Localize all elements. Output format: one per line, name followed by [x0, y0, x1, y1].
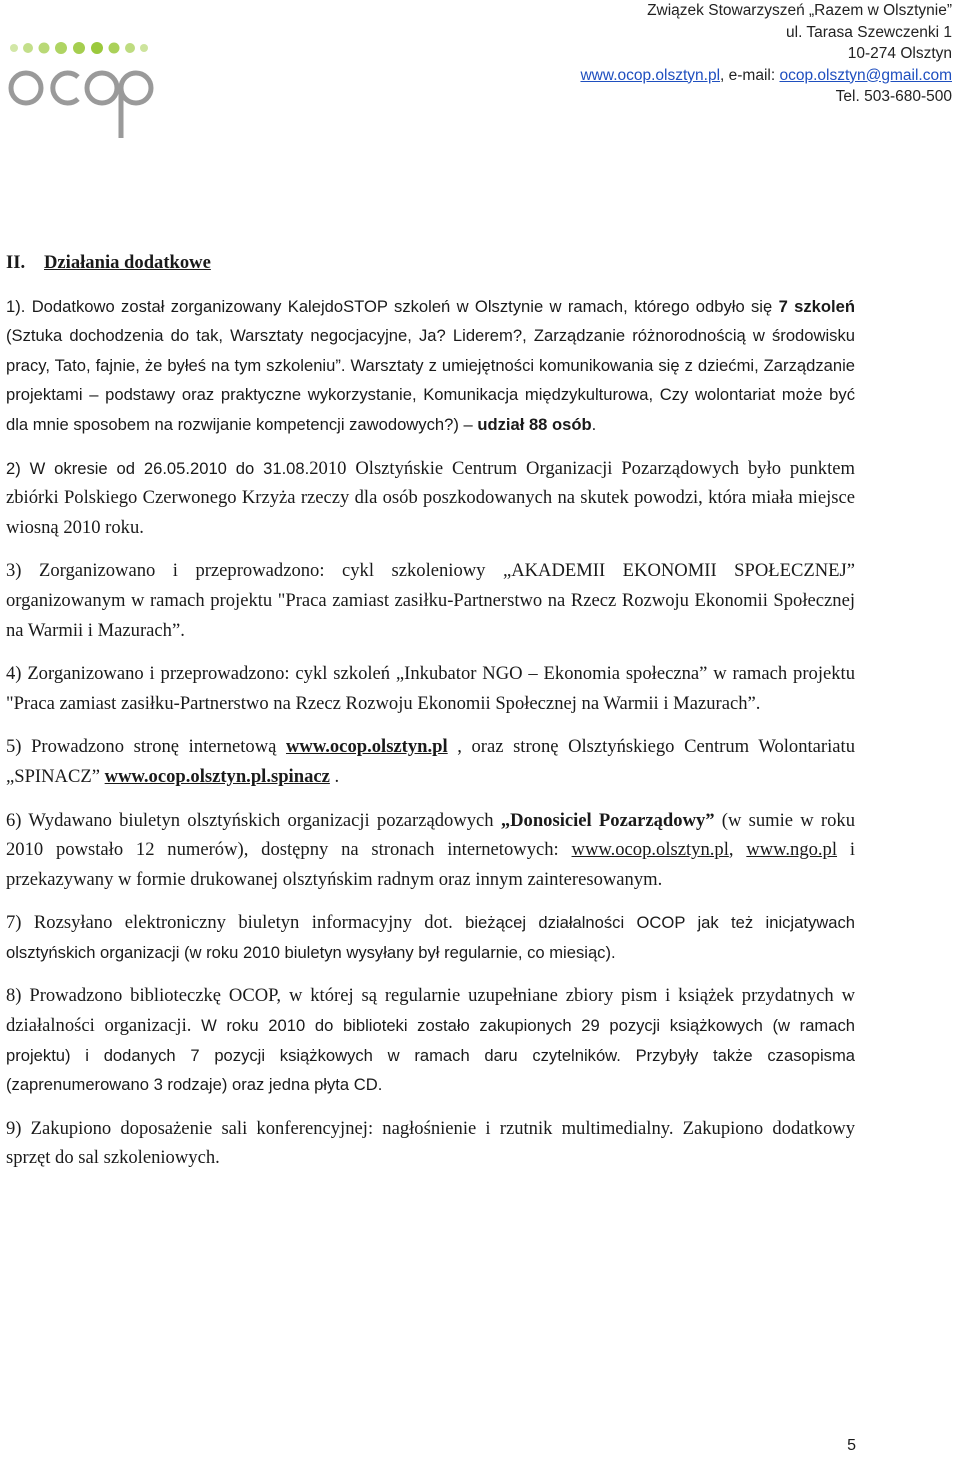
- header-contact: [580, 0, 952, 108]
- p1-bold-participants: udział 88 osób: [477, 414, 592, 434]
- ocop-bulletin-link[interactable]: www.ocop.olsztyn.pl: [571, 839, 729, 861]
- logo-dots: [10, 42, 148, 54]
- p2-text-a: 2) W okresie od 26.05.2010 do 31.08.: [6, 458, 310, 478]
- p8-text-a: 8) Prowadzono biblioteczkę OCOP, w której są regularnie uzupełniane zbiory pism i książek przydatnych w działalności organizacji.: [6, 985, 855, 1037]
- p5-text-a: 5) Prowadzono stronę internetową: [6, 736, 286, 758]
- paragraph-4: 4) Zorganizowano i przeprowadzono: cykl szkoleń „Inkubator NGO – Ekonomia społeczna” w ramach projektu "Praca zamiast zasiłku-Partnerstwo na Rzecz Rozwoju Ekonomii Społecznej na Warmii i Mazurach”.: [6, 663, 855, 714]
- paragraph-2: [6, 454, 855, 543]
- p6-text-e: i przekazywany w formie drukowanej olsztyńskim radnym oraz innym zainteresowanym.: [6, 839, 855, 890]
- p1-bold-trainings: 7 szkoleń: [778, 296, 855, 316]
- p7-text-b: bieżącej działalności OCOP jak też inicjatywach olsztyńskich organizacji (w roku 2010 biuletyn wysyłany był regularnie, co miesiąc).: [6, 913, 855, 962]
- org-web-email: [580, 65, 952, 87]
- section-title: Działania dodatkowe: [44, 252, 211, 273]
- section-number: II.: [6, 252, 26, 273]
- p7-text-a: 7) Rozsyłano elektroniczny biuletyn informacyjny dot.: [6, 912, 466, 934]
- p6-text-c: (w sumie w roku 2010 powstało 12 numerów), dostępny na stronach internetowych:: [6, 809, 855, 861]
- paragraph-3: 3) Zorganizowano i przeprowadzono: cykl szkoleniowy „AKADEMII EKONOMII SPOŁECZNEJ” organizowanym w ramach projektu "Praca zamiast zasiłku-Partnerstwo na Rzecz Rozwoju Ekonomii Społecznej na Warmii i Mazurach”.: [6, 560, 855, 641]
- paragraph-1: [6, 292, 855, 440]
- paragraph-7: [6, 908, 855, 967]
- p5-text-b: , oraz stronę Olsztyńskiego Centrum Wolontariatu „SPINACZ”: [6, 736, 855, 787]
- website-link[interactable]: www.ocop.olsztyn.pl: [580, 66, 721, 84]
- org-phone: Tel. 503-680-500: [835, 88, 952, 105]
- org-street: ul. Tarasa Szewczenki 1: [786, 23, 952, 41]
- email-link[interactable]: ocop.olsztyn@gmail.com: [779, 66, 952, 84]
- paragraph-6: [6, 806, 855, 895]
- p2-text-b: 2010 Olsztyńskie Centrum Organizacji Pozarządowych było punktem zbiórki Polskiego Czerwonego Krzyża rzeczy dla osób poszkodowanych na skutek powodzi, która miała miejsce wiosną 2010 roku.: [6, 457, 855, 538]
- p6-text-d: ,: [728, 839, 747, 861]
- p1-text-c: (Sztuka dochodzenia do tak, Warsztaty negocjacyjne, Ja? Liderem?, Zarządzanie różnorodnością w środowisku pracy, Tato, fajnie, że byłeś na tym szkoleniu”. Warsztaty z umiejętności komunikowania się z dziećmi, Zarządzanie projektami – podstawy oraz praktyczne wykorzystanie, Komunikacja międzykulturowa, Czy wolontariat może być dla mnie sposobem na rozwijanie kompetencji zawodowych?) –: [6, 326, 855, 434]
- spinacz-website-link[interactable]: www.ocop.olsztyn.pl.spinacz: [104, 765, 330, 787]
- paragraph-5: [6, 732, 855, 791]
- org-city: 10-274 Olsztyn: [847, 45, 952, 62]
- p1-text-e: .: [591, 414, 597, 434]
- section-heading: [6, 248, 855, 278]
- ocop-website-link[interactable]: www.ocop.olsztyn.pl: [285, 736, 448, 758]
- ocop-logo: [6, 36, 156, 144]
- logo-letters: [11, 73, 151, 138]
- paragraph-8: [6, 981, 855, 1099]
- p6-bold-bulletin: „Donosiciel Pozarządowy”: [500, 809, 715, 831]
- p6-text-a: 6) Wydawano biuletyn olsztyńskich organizacji pozarządowych: [6, 809, 501, 831]
- document-body: [6, 248, 855, 1187]
- email-label: , e-mail:: [720, 66, 780, 84]
- org-name: Związek Stowarzyszeń „Razem w Olsztynie”: [647, 2, 952, 19]
- p8-text-b: W roku 2010 do biblioteki zostało zakupionych 29 pozycji książkowych (w ramach projektu) i dodanych 7 pozycji książkowych w ramach daru czytelników. Przybyły także czasopisma (zaprenumerowano 3 rodzaje) oraz jedna płyta CD.: [6, 1016, 855, 1095]
- p1-text-a: 1). Dodatkowo został zorganizowany KalejdoSTOP szkoleń w Olsztynie w ramach, którego odbyło się: [6, 296, 779, 316]
- p5-text-c: .: [329, 765, 340, 787]
- page-number: 5: [847, 1437, 856, 1454]
- ngo-link[interactable]: www.ngo.pl: [746, 839, 838, 861]
- paragraph-9: 9) Zakupiono doposażenie sali konferencyjnej: nagłośnienie i rzutnik multimedialny. Zakupiono dodatkowy sprzęt do sal szkoleniowych.: [6, 1117, 855, 1169]
